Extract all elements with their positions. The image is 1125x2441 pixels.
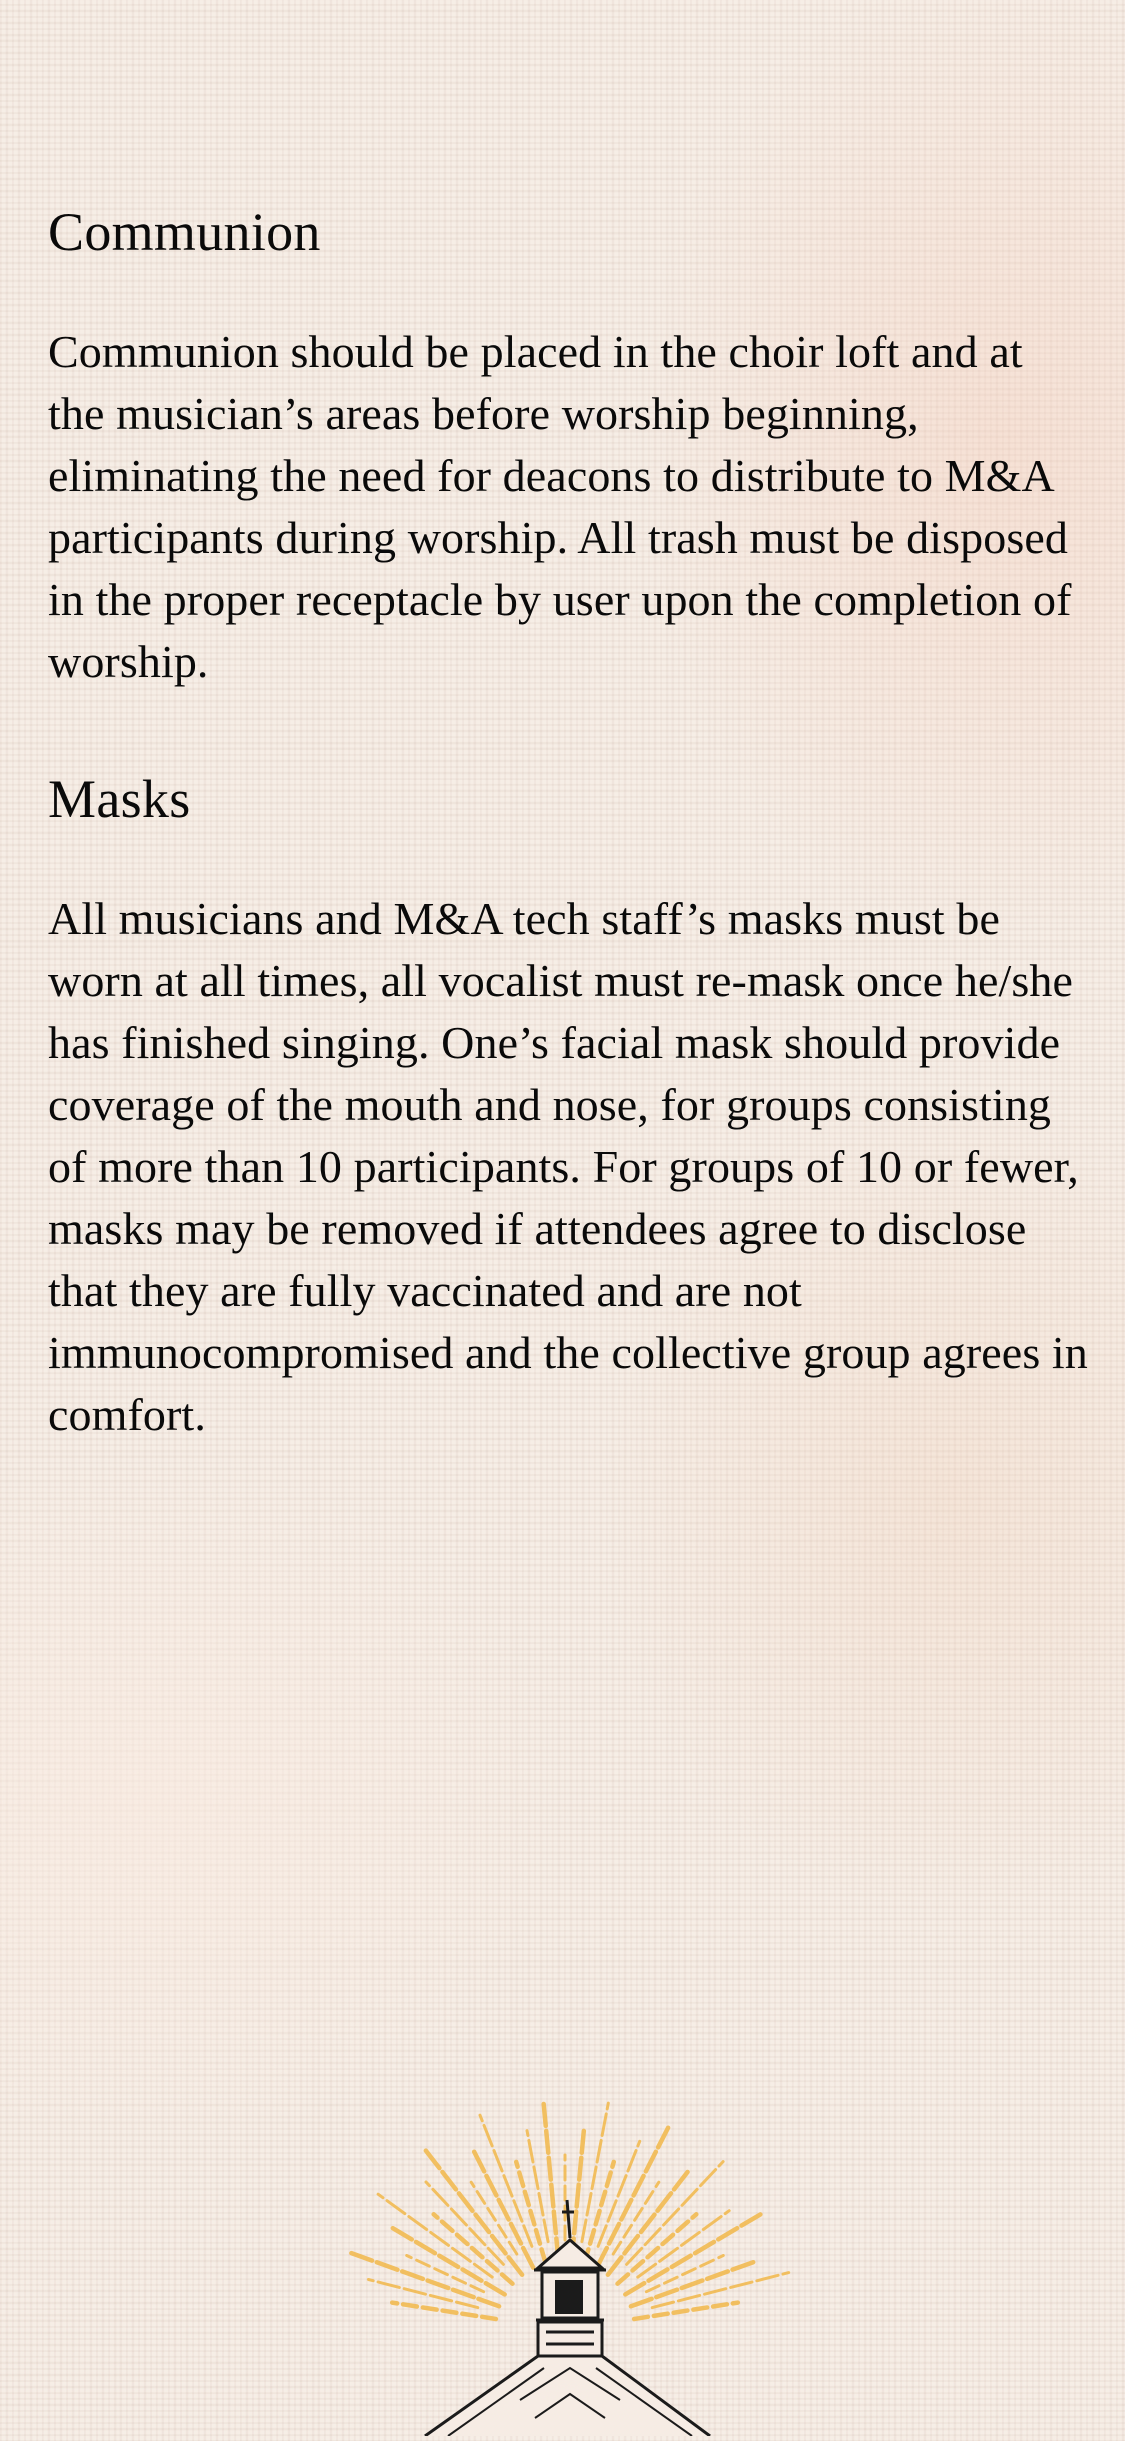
sunburst-ray bbox=[426, 2182, 503, 2264]
communion-body: Communion should be placed in the choir loft and at the musician’s areas before worship beginning, eliminating the need for deacons to distribute to M&A participants during worship. All trash must be disposed in the proper receptacle by user upon the completion of worship. bbox=[48, 325, 1072, 687]
masks-heading: Masks bbox=[48, 768, 191, 829]
sunburst-ray bbox=[527, 2131, 548, 2242]
church-steeple-sunburst-icon bbox=[330, 2100, 800, 2436]
masks-body: All musicians and M&A tech staff’s masks must be worn at all times, all vocalist must re-mask once he/she has finished singing. One’s facial mask should provide coverage of the mouth and nose, for groups consisting of more than 10 participants. For groups of 10 or fewer, masks may be removed if attendees agree to disclose that they are fully vaccinated and are not immunocompromised and the collective group agrees in comfort. bbox=[48, 892, 1088, 1440]
church-steeple bbox=[425, 2200, 710, 2436]
sunburst-ray bbox=[634, 2303, 738, 2319]
communion-section bbox=[48, 200, 1088, 693]
document-content bbox=[48, 200, 1088, 1446]
masks-section bbox=[48, 767, 1088, 1446]
sunburst-ray bbox=[392, 2303, 496, 2319]
communion-heading: Communion bbox=[48, 202, 321, 262]
